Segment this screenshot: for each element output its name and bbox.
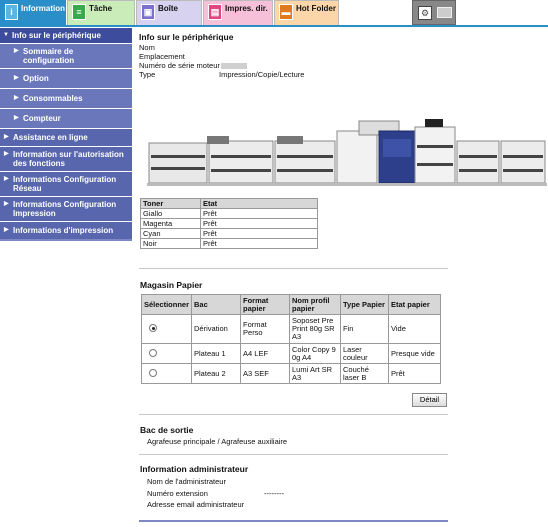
admin-extension-label: Numéro extension — [147, 489, 208, 498]
tray-select-radio[interactable] — [149, 349, 157, 357]
sidebar-item-label: Sommaire de configuration — [23, 47, 75, 65]
location-label: Emplacement — [139, 52, 185, 61]
table-header-row — [142, 295, 441, 315]
type-row — [139, 70, 548, 79]
paper-tray-title: Magasin Papier — [140, 280, 203, 290]
maintenance-tab[interactable] — [412, 0, 456, 25]
divider — [139, 454, 448, 455]
tray-select-radio[interactable] — [149, 369, 157, 377]
column-header: Type Papier — [341, 295, 389, 315]
tab-information-label: Information — [21, 4, 65, 13]
detail-button[interactable]: Détail — [412, 393, 447, 407]
job-icon: ≡ — [72, 4, 86, 20]
location-row — [139, 52, 548, 61]
toner-color: Noir — [141, 239, 201, 249]
sidebar-item-label: Informations Configuration Réseau — [13, 175, 117, 193]
device-info-title: Info sur le périphérique — [139, 32, 234, 42]
type-label: Type — [139, 70, 156, 79]
sidebar-item-label: Assistance en ligne — [13, 133, 88, 142]
column-header: Toner — [141, 199, 201, 209]
serial-label: Numéro de série moteur — [139, 61, 220, 70]
sidebar-item-network-config[interactable] — [0, 172, 132, 197]
triangle-right-icon: ▶ — [4, 151, 9, 157]
toner-color: Cyan — [141, 229, 201, 239]
triangle-right-icon: ▶ — [14, 48, 19, 54]
triangle-right-icon: ▶ — [4, 134, 9, 140]
printer-system-image — [147, 100, 547, 202]
toner-status: Prêt — [201, 229, 318, 239]
monitor-icon — [437, 7, 452, 18]
column-header: Sélectionner — [142, 295, 192, 315]
tray-status: Presque vide — [389, 344, 441, 364]
tray-paper-type: Fin — [341, 315, 389, 344]
admin-extension-value: -------- — [264, 489, 284, 498]
tray-name: Plateau 2 — [192, 364, 241, 384]
main-content — [139, 28, 548, 79]
triangle-right-icon: ▶ — [14, 115, 19, 121]
toner-status: Prêt — [201, 239, 318, 249]
column-header: Etat — [201, 199, 318, 209]
sidebar-item-consumables[interactable] — [0, 89, 132, 109]
sidebar-item-config-summary[interactable] — [0, 44, 132, 69]
triangle-right-icon: ▶ — [14, 95, 19, 101]
direct-print-icon: ▤ — [208, 4, 222, 20]
tray-status: Prêt — [389, 364, 441, 384]
top-tab-bar — [0, 0, 548, 26]
column-header: Format papier — [241, 295, 290, 315]
column-header: Bac — [192, 295, 241, 315]
info-icon: i — [5, 4, 18, 20]
sidebar-item-device-info[interactable] — [0, 28, 132, 44]
table-row — [141, 229, 318, 239]
name-row — [139, 43, 548, 52]
tab-impres-label: Impres. dir. — [225, 4, 268, 13]
sidebar-item-counter[interactable] — [0, 109, 132, 129]
output-tray-title: Bac de sortie — [140, 425, 194, 435]
tab-hot-label: Hot Folder — [296, 4, 336, 13]
toner-table — [140, 198, 318, 249]
hot-folder-icon: ▬ — [279, 4, 293, 20]
tab-hot-folder[interactable] — [274, 0, 339, 25]
sidebar-divider — [0, 239, 132, 241]
admin-info-title: Information administrateur — [140, 464, 249, 474]
tray-name: Plateau 1 — [192, 344, 241, 364]
sidebar-item-option[interactable] — [0, 69, 132, 89]
tray-paper-type: Couché laser B — [341, 364, 389, 384]
tab-tache[interactable] — [67, 0, 135, 25]
sidebar-item-label: Informations d'impression — [13, 226, 114, 235]
toner-color: Magenta — [141, 219, 201, 229]
toner-color: Giallo — [141, 209, 201, 219]
toner-status: Prêt — [201, 209, 318, 219]
redacted-serial — [221, 63, 247, 69]
sidebar — [0, 28, 132, 527]
triangle-right-icon: ▶ — [14, 75, 19, 81]
sidebar-item-label: Consommables — [23, 94, 83, 103]
admin-email-label: Adresse email administrateur — [147, 500, 245, 509]
tab-boite-label: Boîte — [158, 4, 178, 13]
tray-profile: Color Copy 9 0g A4 — [290, 344, 341, 364]
tab-underline — [0, 25, 548, 27]
tray-status: Vide — [389, 315, 441, 344]
table-header-row — [141, 199, 318, 209]
triangle-right-icon: ▶ — [4, 227, 9, 233]
bottom-divider — [139, 520, 448, 522]
tray-format: A4 LEF — [241, 344, 290, 364]
triangle-right-icon: ▶ — [4, 176, 9, 182]
table-row — [142, 364, 441, 384]
column-header: Etat papier — [389, 295, 441, 315]
sidebar-item-label: Informations Configuration Impression — [13, 200, 117, 218]
triangle-right-icon: ▶ — [4, 201, 9, 207]
sidebar-item-label: Information sur l'autorisation des fonctions — [13, 150, 124, 168]
sidebar-item-label: Option — [23, 74, 49, 83]
tray-paper-type: Laser couleur — [341, 344, 389, 364]
table-row — [142, 344, 441, 364]
table-row — [141, 219, 318, 229]
column-header: Nom profil papier — [290, 295, 341, 315]
table-row — [142, 315, 441, 344]
tray-profile: Lumi Art SR A3 — [290, 364, 341, 384]
tray-format: A3 SEF — [241, 364, 290, 384]
triangle-down-icon: ▼ — [3, 32, 9, 38]
divider — [139, 268, 448, 269]
table-row — [141, 209, 318, 219]
tray-format: Format Perso — [241, 315, 290, 344]
sidebar-item-online-help[interactable] — [0, 129, 132, 147]
box-icon: ▣ — [141, 4, 155, 20]
type-value: Impression/Copie/Lecture — [219, 70, 305, 79]
tray-select-radio[interactable] — [149, 324, 157, 332]
name-label: Nom — [139, 43, 155, 52]
output-tray-value: Agrafeuse principale / Agrafeuse auxiliaire — [147, 437, 288, 446]
tab-information[interactable] — [0, 0, 66, 25]
sidebar-item-label: Compteur — [23, 114, 61, 123]
tab-impres-dir[interactable] — [203, 0, 273, 25]
toner-status: Prêt — [201, 219, 318, 229]
sidebar-item-label: Info sur le périphérique — [12, 31, 101, 40]
divider — [139, 414, 448, 415]
serial-row — [139, 61, 548, 70]
tab-boite[interactable] — [136, 0, 202, 25]
table-row — [141, 239, 318, 249]
paper-tray-table — [141, 294, 441, 384]
sidebar-item-print-config[interactable] — [0, 197, 132, 222]
admin-name-label: Nom de l'administrateur — [147, 477, 226, 486]
settings-icon: ⚙ — [418, 6, 432, 20]
tab-tache-label: Tâche — [89, 4, 113, 13]
sidebar-item-function-authorization[interactable] — [0, 147, 132, 172]
tray-profile: Soposet Pre Print 80g SR A3 — [290, 315, 341, 344]
tray-name: Dérivation — [192, 315, 241, 344]
